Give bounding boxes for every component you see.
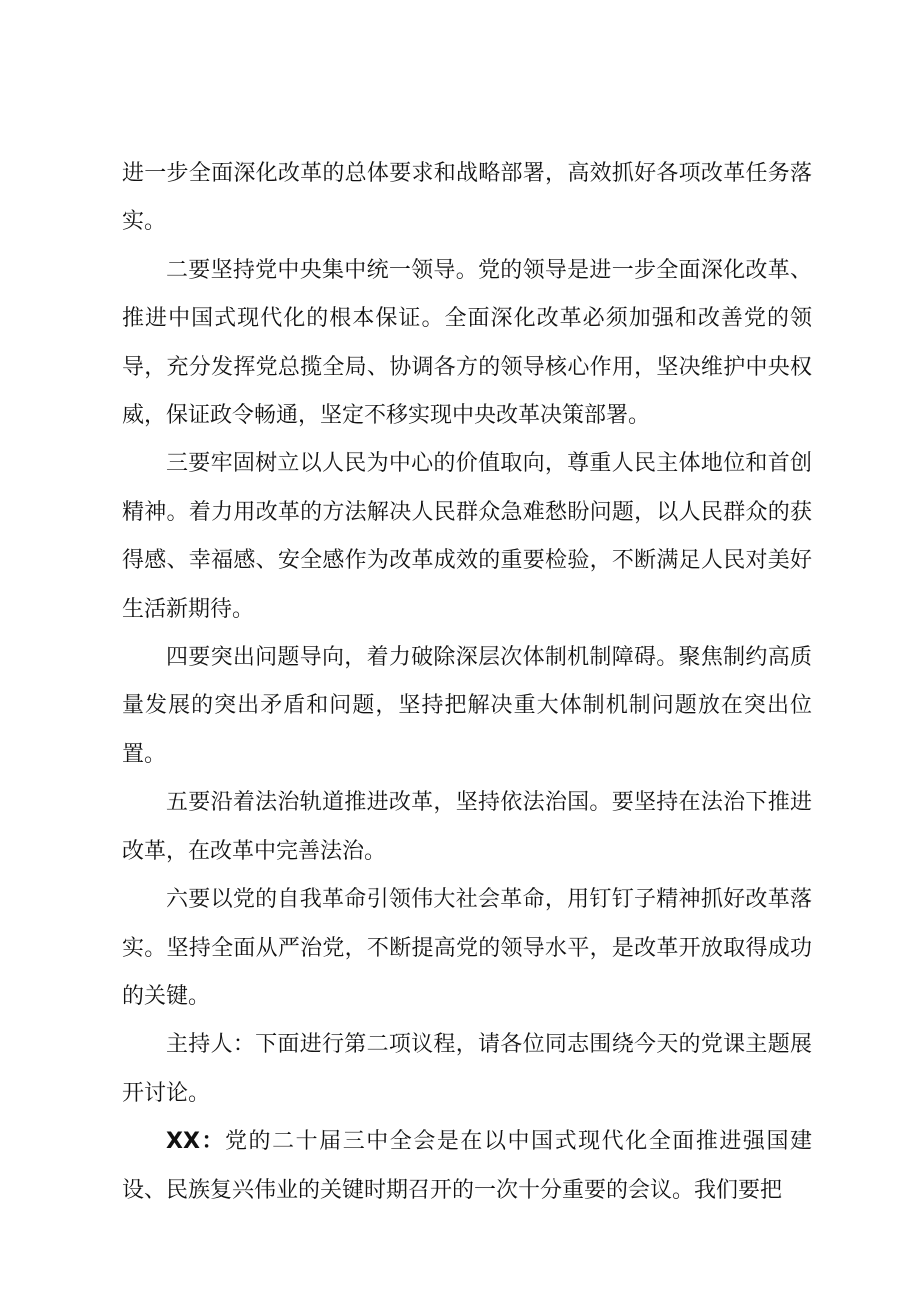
document-body (122, 150, 812, 1215)
speaker-name: XX： (166, 1129, 226, 1155)
paragraph-speaker-remarks (122, 1118, 812, 1215)
paragraph-continuation: 进一步全面深化改革的总体要求和战略部署，高效抓好各项改革任务落实。 (122, 161, 812, 235)
paragraph-self-revolution: 六要以党的自我革命引领伟大社会革命，用钉钉子精神抓好改革落实。坚持全面从严治党，不断提高党的领导水平，是改革开放取得成功的关键。 (122, 887, 812, 1009)
paragraph-people-centered: 三要牢固树立以人民为中心的价值取向，尊重人民主体地位和首创精神。着力用改革的方法解决人民群众急难愁盼问题，以人民群众的获得感、幸福感、安全感作为改革成效的重要检验，不断满足人民对美好生活新期待。 (122, 451, 812, 622)
paragraph-rule-of-law: 五要沿着法治轨道推进改革，坚持依法治国。要坚持在法治下推进改革，在改革中完善法治。 (122, 790, 812, 864)
paragraph-host-remarks: 主持人：下面进行第二项议程，请各位同志围绕今天的党课主题展开讨论。 (122, 1032, 812, 1106)
paragraph-party-leadership: 二要坚持党中央集中统一领导。党的领导是进一步全面深化改革、推进中国式现代化的根本保证。全面深化改革必须加强和改善党的领导，充分发挥党总揽全局、协调各方的领导核心作用，坚决维护中央权威，保证政令畅通，坚定不移实现中央改革决策部署。 (122, 257, 812, 429)
paragraph-problem-oriented: 四要突出问题导向，着力破除深层次体制机制障碍。聚焦制约高质量发展的突出矛盾和问题，坚持把解决重大体制机制问题放在突出位置。 (122, 645, 812, 767)
speaker-text: 党的二十届三中全会是在以中国式现代化全面推进强国建设、民族复兴伟业的关键时期召开的一次十分重要的会议。我们要把 (122, 1129, 812, 1203)
